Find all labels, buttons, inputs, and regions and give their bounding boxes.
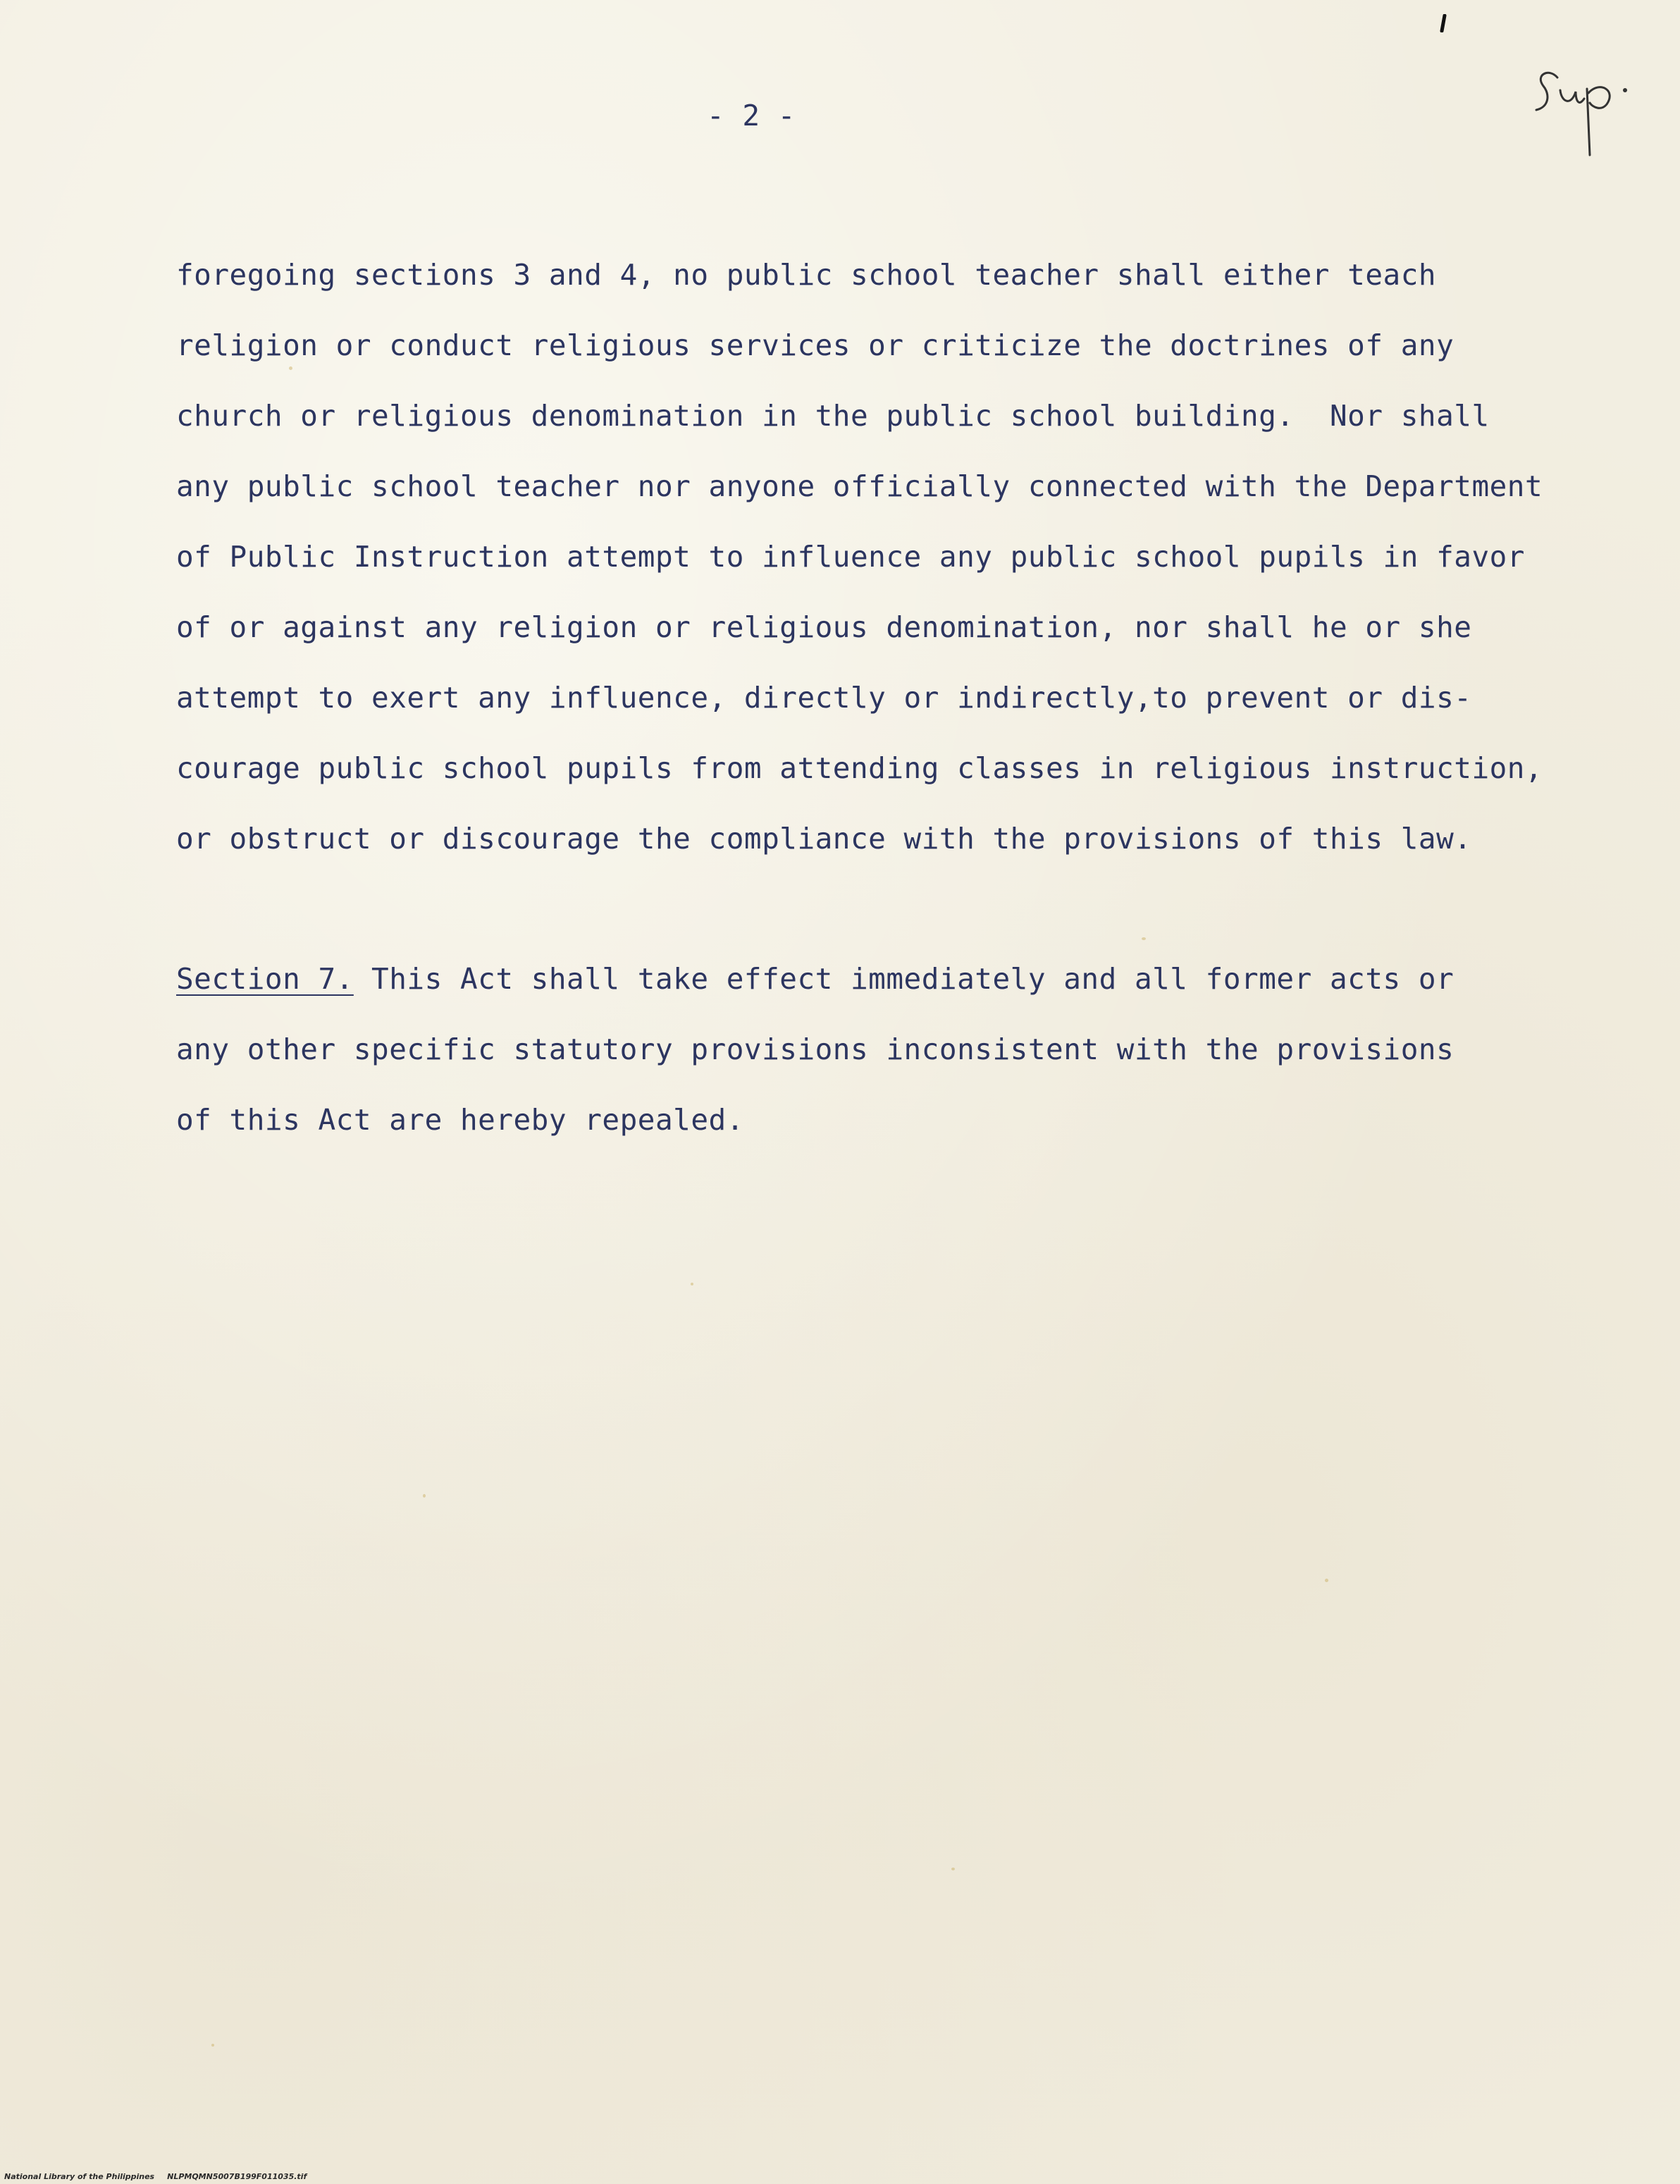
paragraph-line: courage public school pupils from attending classes in religious instruction, xyxy=(176,751,1543,785)
handwritten-note xyxy=(1529,49,1635,162)
paper-speck xyxy=(1142,937,1146,940)
paragraph-line: church or religious denomination in the public school building. Nor shall xyxy=(176,399,1490,433)
paragraph-line: attempt to exert any influence, directly or indirectly,to prevent or dis- xyxy=(176,681,1472,715)
paper-speck xyxy=(1325,1579,1328,1582)
page-number: - 2 - xyxy=(707,99,796,132)
paragraph-line: any public school teacher nor anyone officially connected with the Department xyxy=(176,469,1543,503)
paper-speck xyxy=(211,2044,214,2047)
section-7-line: any other specific statutory provisions inconsistent with the provisions xyxy=(176,1032,1454,1066)
paper-speck xyxy=(691,1283,693,1285)
section-7-first-line xyxy=(176,962,1454,996)
paragraph-line: or obstruct or discourage the compliance with the provisions of this law. xyxy=(176,822,1472,856)
paragraph-line: foregoing sections 3 and 4, no public school teacher shall either teach xyxy=(176,258,1437,292)
paper-speck xyxy=(289,366,292,370)
paragraph-line: religion or conduct religious services or criticize the doctrines of any xyxy=(176,328,1454,362)
paper-speck xyxy=(951,1868,955,1870)
section-7-first-line-text: This Act shall take effect immediately and all former acts or xyxy=(353,962,1454,996)
section-7-line: of this Act are hereby repealed. xyxy=(176,1103,744,1137)
paragraph-line: of Public Instruction attempt to influence any public school pupils in favor xyxy=(176,540,1525,574)
ink-mark-icon xyxy=(1438,14,1449,32)
footer-library: National Library of the Philippines xyxy=(4,2172,155,2181)
paper-speck xyxy=(423,1494,426,1498)
scan-footer xyxy=(4,2172,307,2181)
footer-file-id: NLPMQMN5007B199F011035.tif xyxy=(167,2172,307,2181)
paragraph-line: of or against any religion or religious denomination, nor shall he or she xyxy=(176,610,1472,644)
section-heading: Section 7. xyxy=(176,962,354,996)
